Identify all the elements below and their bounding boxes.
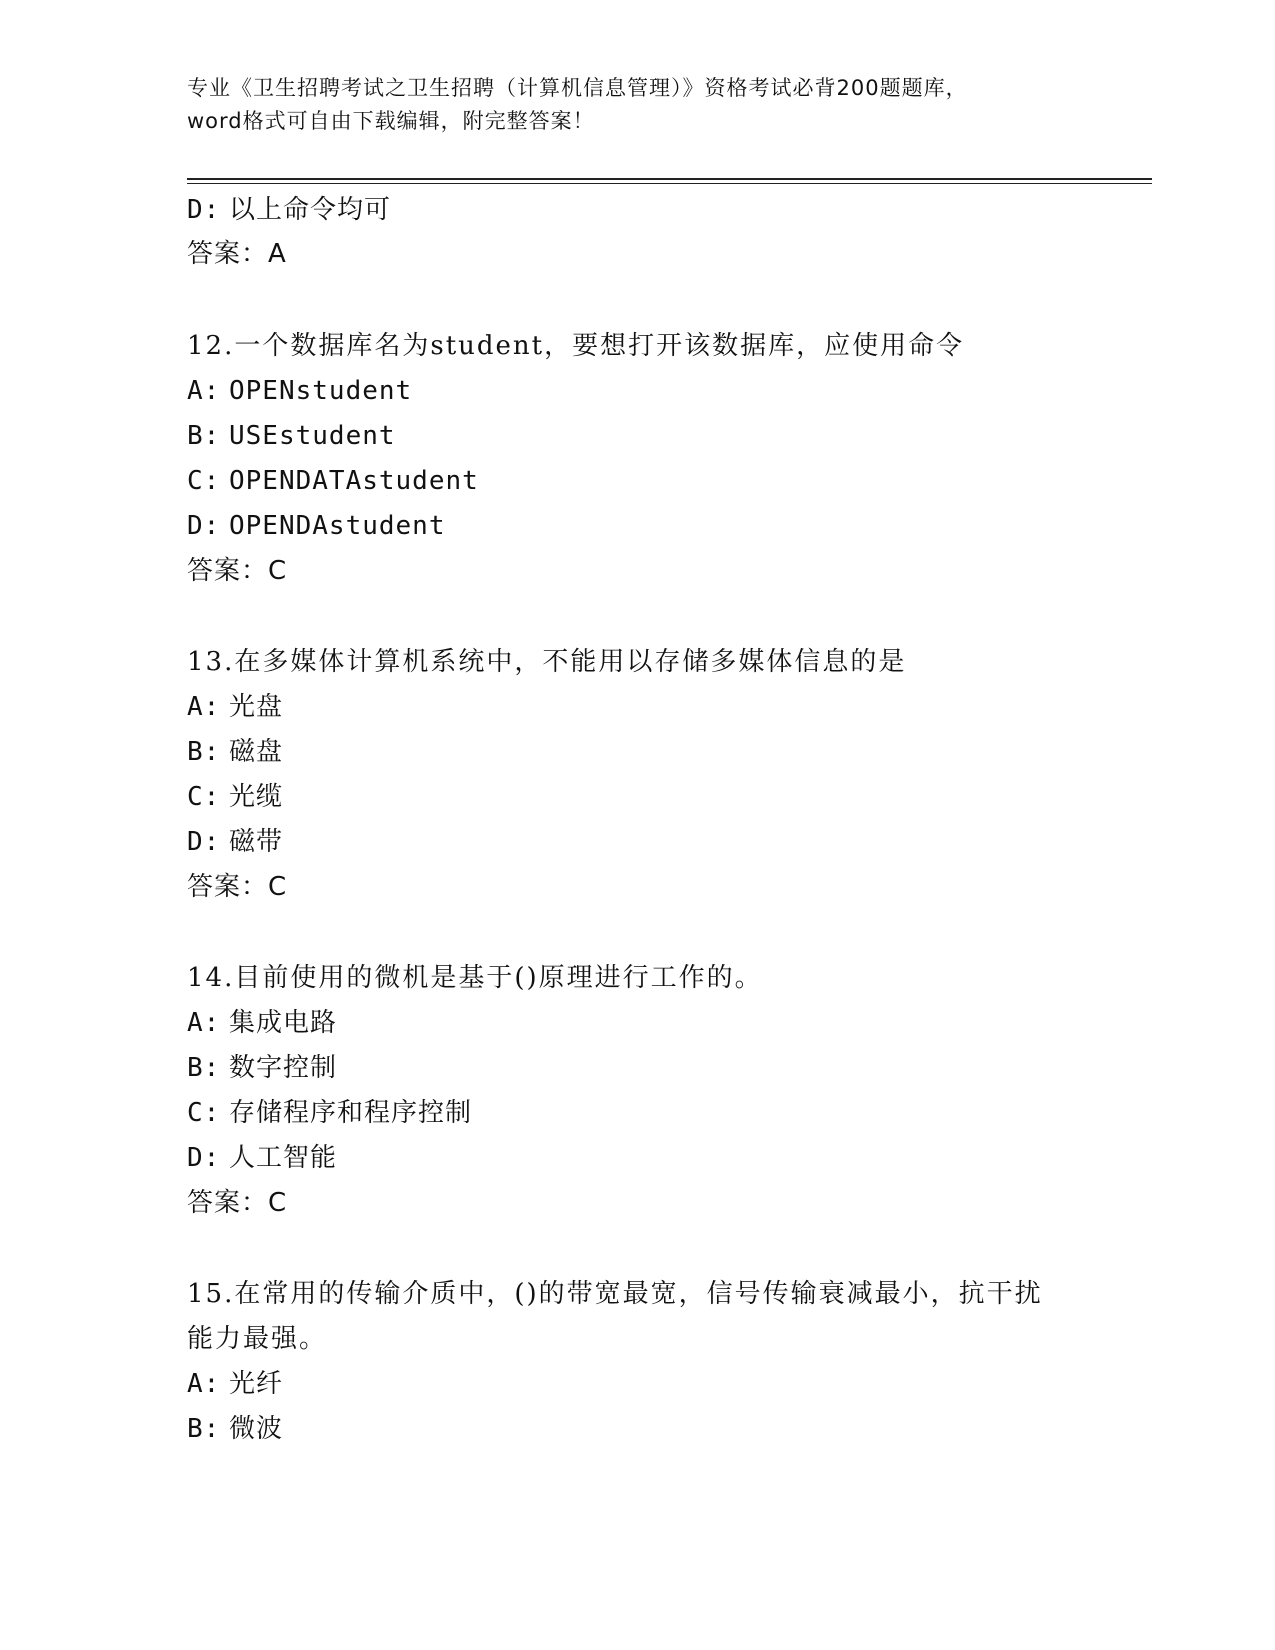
prev-answer: 答案：A xyxy=(187,239,287,269)
option-text: 以上命令均可 xyxy=(229,195,392,225)
question-15-stem-line-1: 15.在常用的传输介质中，()的带宽最宽，信号传输衰减最小，抗干扰 xyxy=(187,1279,1043,1309)
option-text: OPENDAstudent xyxy=(229,511,446,541)
option-text: 光纤 xyxy=(229,1369,284,1399)
question-13-stem: 13.在多媒体计算机系统中，不能用以存储多媒体信息的是 xyxy=(187,647,907,677)
option-label: D: xyxy=(187,1143,221,1173)
question-13-option-a xyxy=(187,691,283,723)
option-text: 微波 xyxy=(229,1414,284,1444)
option-label: C: xyxy=(187,466,221,496)
option-text: 光盘 xyxy=(229,692,284,722)
option-text: 数字控制 xyxy=(229,1053,338,1083)
question-14-stem: 14.目前使用的微机是基于()原理进行工作的。 xyxy=(187,963,763,993)
option-label: D: xyxy=(187,195,221,225)
option-text: 光缆 xyxy=(229,782,284,812)
option-label: A: xyxy=(187,1008,221,1038)
option-label: D: xyxy=(187,511,221,541)
option-text: 人工智能 xyxy=(229,1143,338,1173)
option-text: OPENDATAstudent xyxy=(229,466,479,496)
option-label: A: xyxy=(187,1369,221,1399)
option-label: D: xyxy=(187,827,221,857)
question-13-option-d xyxy=(187,826,283,858)
question-14-option-c xyxy=(187,1097,472,1129)
option-label: A: xyxy=(187,692,221,722)
option-text: 集成电路 xyxy=(229,1008,338,1038)
question-14-option-b xyxy=(187,1052,337,1084)
question-15-stem-line-2: 能力最强。 xyxy=(187,1324,328,1354)
option-label: B: xyxy=(187,421,221,451)
question-14-answer: 答案：C xyxy=(187,1188,288,1218)
question-12-answer: 答案：C xyxy=(187,556,288,586)
question-13-option-b xyxy=(187,736,283,768)
question-12-option-a xyxy=(187,375,412,407)
question-12-option-c xyxy=(187,465,479,497)
question-13-option-c xyxy=(187,781,283,813)
question-12-option-d xyxy=(187,510,446,542)
header-divider-thin xyxy=(187,183,1152,184)
prev-option-d xyxy=(187,194,391,226)
option-text: 磁带 xyxy=(229,827,284,857)
option-label: B: xyxy=(187,1414,221,1444)
header-title-line-2: word格式可自由下载编辑，附完整答案！ xyxy=(187,109,595,133)
header-divider-thick xyxy=(187,178,1152,180)
question-15-option-b xyxy=(187,1413,283,1445)
document-header xyxy=(187,72,1087,138)
option-label: B: xyxy=(187,1053,221,1083)
question-12-option-b xyxy=(187,420,396,452)
option-text: USEstudent xyxy=(229,421,396,451)
question-13-answer: 答案：C xyxy=(187,872,288,902)
question-14-option-a xyxy=(187,1007,337,1039)
question-15-option-a xyxy=(187,1368,283,1400)
option-text: 磁盘 xyxy=(229,737,284,767)
option-label: A: xyxy=(187,376,221,406)
option-label: C: xyxy=(187,782,221,812)
option-label: B: xyxy=(187,737,221,767)
question-12-stem: 12.一个数据库名为student，要想打开该数据库，应使用命令 xyxy=(187,331,965,361)
header-title-line-1: 专业《卫生招聘考试之卫生招聘（计算机信息管理）》资格考试必背200题题库， xyxy=(187,76,968,100)
option-text: 存储程序和程序控制 xyxy=(229,1098,473,1128)
option-text: OPENstudent xyxy=(229,376,413,406)
option-label: C: xyxy=(187,1098,221,1128)
question-14-option-d xyxy=(187,1142,337,1174)
